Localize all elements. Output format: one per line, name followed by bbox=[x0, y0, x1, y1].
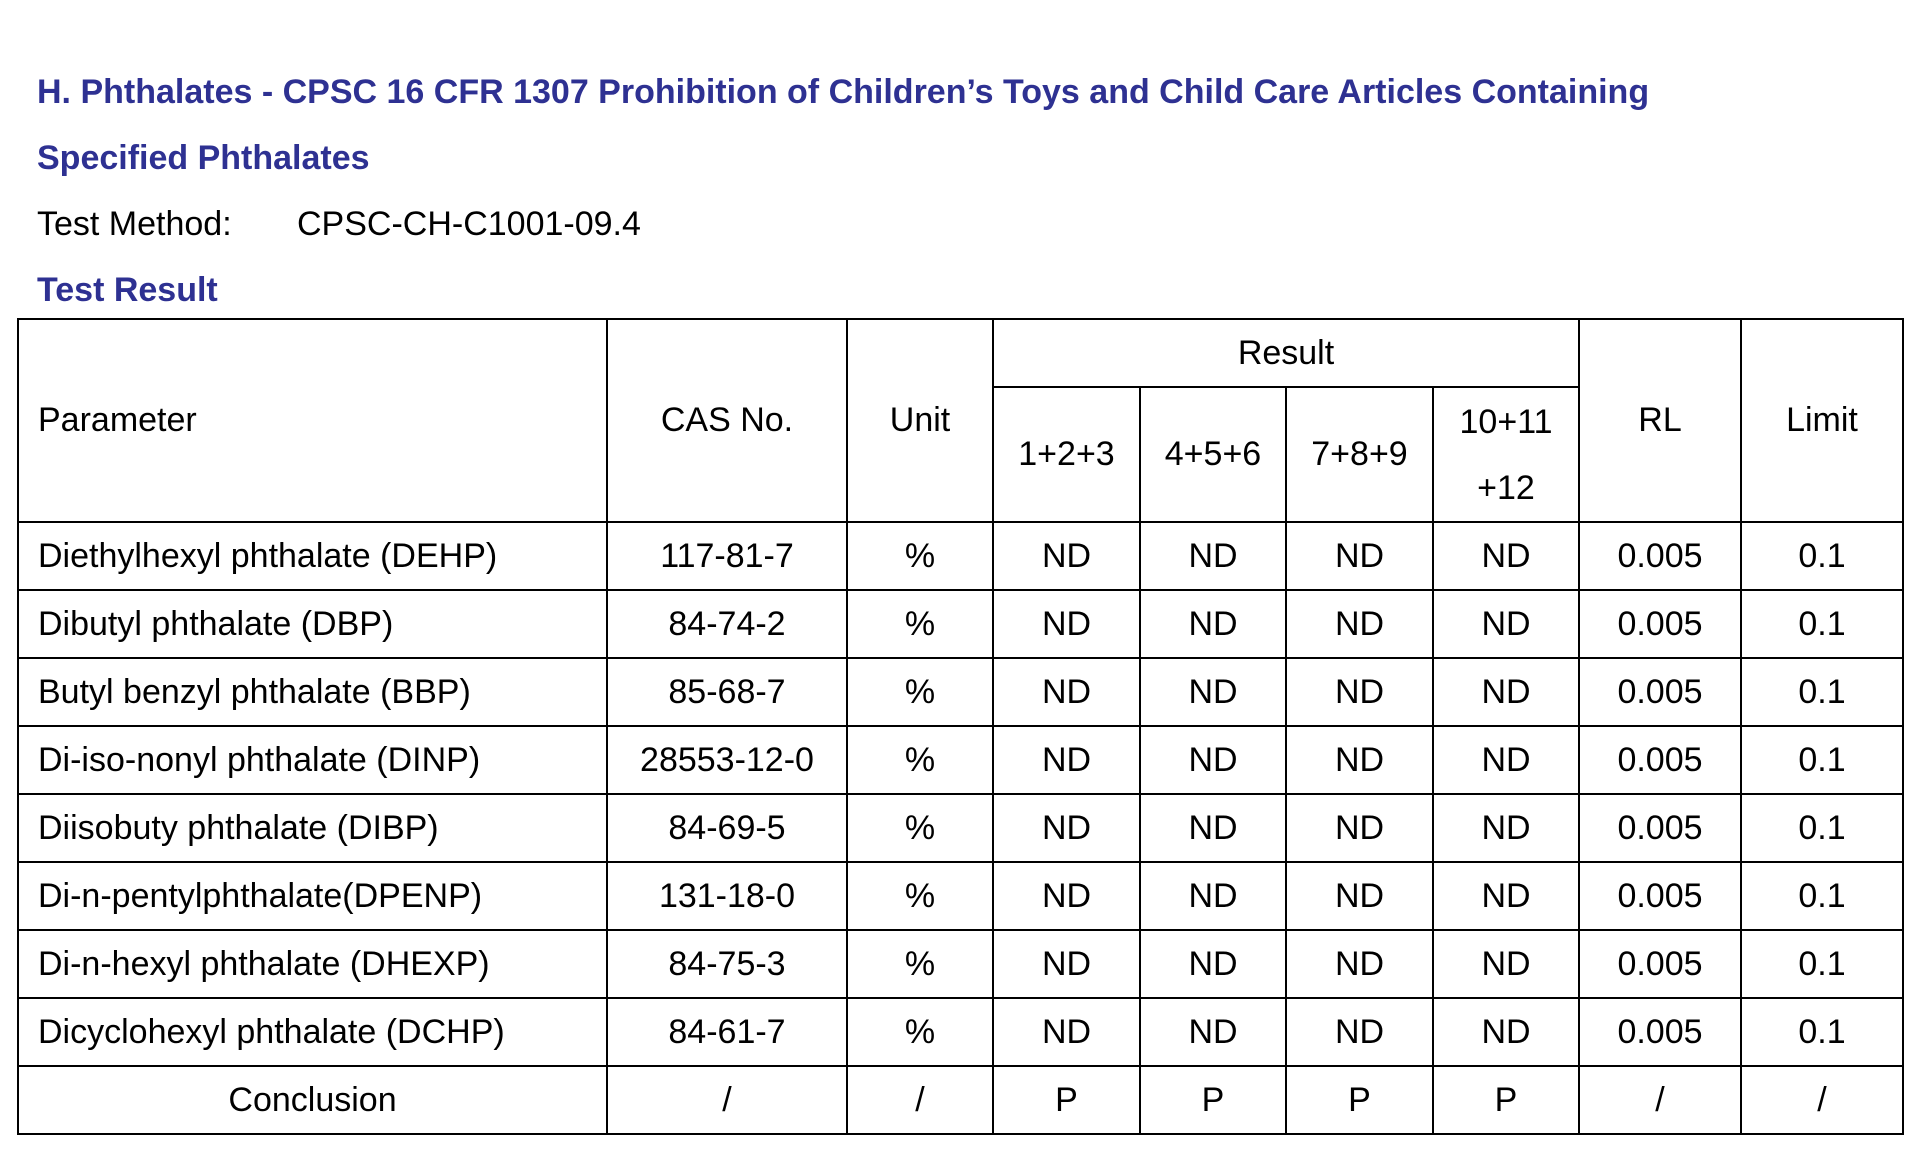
cell-rl: 0.005 bbox=[1579, 522, 1741, 590]
header-cas-no: CAS No. bbox=[607, 319, 847, 522]
section-title-line1: H. Phthalates - CPSC 16 CFR 1307 Prohibition of Children’s Toys and Child Care Articles Containing bbox=[37, 73, 1650, 111]
cell-cas-no: 131-18-0 bbox=[607, 862, 847, 930]
cell-parameter: Di-n-pentylphthalate(DPENP) bbox=[18, 862, 607, 930]
cell-limit: 0.1 bbox=[1741, 726, 1903, 794]
cell-cas-no: 28553-12-0 bbox=[607, 726, 847, 794]
cell-rl: 0.005 bbox=[1579, 794, 1741, 862]
header-result-sample-7-8-9: 7+8+9 bbox=[1286, 387, 1433, 522]
cell-parameter: Di-iso-nonyl phthalate (DINP) bbox=[18, 726, 607, 794]
cell-cas-no: 117-81-7 bbox=[607, 522, 847, 590]
cell-result-4-5-6: ND bbox=[1140, 794, 1286, 862]
header-unit: Unit bbox=[847, 319, 993, 522]
cell-cas-no: 84-69-5 bbox=[607, 794, 847, 862]
cell-cas-no: 84-74-2 bbox=[607, 590, 847, 658]
table-header-row bbox=[18, 319, 1903, 387]
cell-rl: 0.005 bbox=[1579, 658, 1741, 726]
cell-rl: 0.005 bbox=[1579, 998, 1741, 1066]
cell-result-7-8-9: ND bbox=[1286, 998, 1433, 1066]
conclusion-cell-limit: / bbox=[1741, 1066, 1903, 1134]
cell-limit: 0.1 bbox=[1741, 522, 1903, 590]
cell-unit: % bbox=[847, 590, 993, 658]
cell-limit: 0.1 bbox=[1741, 862, 1903, 930]
test-method bbox=[37, 204, 641, 244]
cell-unit: % bbox=[847, 658, 993, 726]
cell-unit: % bbox=[847, 930, 993, 998]
cell-result-4-5-6: ND bbox=[1140, 522, 1286, 590]
table-row bbox=[18, 794, 1903, 862]
header-result-sample-4-5-6: 4+5+6 bbox=[1140, 387, 1286, 522]
cell-cas-no: 84-61-7 bbox=[607, 998, 847, 1066]
cell-limit: 0.1 bbox=[1741, 590, 1903, 658]
cell-result-1-2-3: ND bbox=[993, 794, 1140, 862]
cell-result-4-5-6: ND bbox=[1140, 998, 1286, 1066]
cell-result-7-8-9: ND bbox=[1286, 726, 1433, 794]
cell-rl: 0.005 bbox=[1579, 862, 1741, 930]
cell-result-1-2-3: ND bbox=[993, 930, 1140, 998]
cell-result-10-11-12: ND bbox=[1433, 998, 1579, 1066]
table-row bbox=[18, 726, 1903, 794]
cell-result-4-5-6: ND bbox=[1140, 726, 1286, 794]
header-rl: RL bbox=[1579, 319, 1741, 522]
cell-result-4-5-6: ND bbox=[1140, 590, 1286, 658]
cell-result-10-11-12: ND bbox=[1433, 794, 1579, 862]
cell-result-4-5-6: ND bbox=[1140, 930, 1286, 998]
header-result-sample-10-11-12 bbox=[1433, 387, 1579, 522]
header-sub4-line2: +12 bbox=[1477, 468, 1535, 507]
conclusion-cell-cas-no: / bbox=[607, 1066, 847, 1134]
cell-parameter: Di-n-hexyl phthalate (DHEXP) bbox=[18, 930, 607, 998]
cell-unit: % bbox=[847, 998, 993, 1066]
cell-parameter: Dibutyl phthalate (DBP) bbox=[18, 590, 607, 658]
cell-result-7-8-9: ND bbox=[1286, 522, 1433, 590]
cell-rl: 0.005 bbox=[1579, 590, 1741, 658]
cell-result-10-11-12: ND bbox=[1433, 658, 1579, 726]
table-row bbox=[18, 590, 1903, 658]
cell-result-10-11-12: ND bbox=[1433, 590, 1579, 658]
cell-result-7-8-9: ND bbox=[1286, 658, 1433, 726]
conclusion-cell-rl: / bbox=[1579, 1066, 1741, 1134]
cell-unit: % bbox=[847, 794, 993, 862]
cell-parameter: Butyl benzyl phthalate (BBP) bbox=[18, 658, 607, 726]
header-sub4-line1: 10+11 bbox=[1459, 402, 1553, 441]
cell-parameter: Dicyclohexyl phthalate (DCHP) bbox=[18, 998, 607, 1066]
cell-unit: % bbox=[847, 522, 993, 590]
cell-cas-no: 84-75-3 bbox=[607, 930, 847, 998]
cell-limit: 0.1 bbox=[1741, 658, 1903, 726]
cell-result-10-11-12: ND bbox=[1433, 930, 1579, 998]
cell-limit: 0.1 bbox=[1741, 794, 1903, 862]
test-method-label: Test Method: bbox=[37, 205, 232, 243]
header-result: Result bbox=[993, 319, 1579, 387]
conclusion-cell-result-4-5-6: P bbox=[1140, 1066, 1286, 1134]
cell-result-4-5-6: ND bbox=[1140, 862, 1286, 930]
table-row bbox=[18, 658, 1903, 726]
section-title-line2: Specified Phthalates bbox=[37, 139, 370, 177]
conclusion-row bbox=[18, 1066, 1903, 1134]
cell-result-1-2-3: ND bbox=[993, 658, 1140, 726]
table-row bbox=[18, 930, 1903, 998]
phthalates-results-table bbox=[17, 318, 1904, 1135]
cell-result-1-2-3: ND bbox=[993, 862, 1140, 930]
cell-result-7-8-9: ND bbox=[1286, 794, 1433, 862]
cell-result-1-2-3: ND bbox=[993, 522, 1140, 590]
cell-result-4-5-6: ND bbox=[1140, 658, 1286, 726]
conclusion-cell-result-1-2-3: P bbox=[993, 1066, 1140, 1134]
conclusion-cell-parameter: Conclusion bbox=[18, 1066, 607, 1134]
cell-result-1-2-3: ND bbox=[993, 590, 1140, 658]
table-row bbox=[18, 862, 1903, 930]
cell-rl: 0.005 bbox=[1579, 930, 1741, 998]
table-row bbox=[18, 998, 1903, 1066]
cell-unit: % bbox=[847, 862, 993, 930]
cell-result-7-8-9: ND bbox=[1286, 590, 1433, 658]
header-result-sample-1-2-3: 1+2+3 bbox=[993, 387, 1140, 522]
cell-unit: % bbox=[847, 726, 993, 794]
cell-result-7-8-9: ND bbox=[1286, 862, 1433, 930]
cell-result-7-8-9: ND bbox=[1286, 930, 1433, 998]
header-parameter: Parameter bbox=[18, 319, 607, 522]
cell-result-10-11-12: ND bbox=[1433, 862, 1579, 930]
test-method-value: CPSC-CH-C1001-09.4 bbox=[297, 205, 641, 243]
cell-parameter: Diethylhexyl phthalate (DEHP) bbox=[18, 522, 607, 590]
test-result-heading: Test Result bbox=[37, 271, 218, 309]
cell-limit: 0.1 bbox=[1741, 930, 1903, 998]
cell-parameter: Diisobuty phthalate (DIBP) bbox=[18, 794, 607, 862]
cell-result-1-2-3: ND bbox=[993, 726, 1140, 794]
conclusion-cell-result-10-11-12: P bbox=[1433, 1066, 1579, 1134]
cell-result-10-11-12: ND bbox=[1433, 522, 1579, 590]
cell-rl: 0.005 bbox=[1579, 726, 1741, 794]
cell-result-1-2-3: ND bbox=[993, 998, 1140, 1066]
conclusion-cell-result-7-8-9: P bbox=[1286, 1066, 1433, 1134]
header-limit: Limit bbox=[1741, 319, 1903, 522]
conclusion-cell-unit: / bbox=[847, 1066, 993, 1134]
cell-limit: 0.1 bbox=[1741, 998, 1903, 1066]
cell-result-10-11-12: ND bbox=[1433, 726, 1579, 794]
cell-cas-no: 85-68-7 bbox=[607, 658, 847, 726]
table-row bbox=[18, 522, 1903, 590]
